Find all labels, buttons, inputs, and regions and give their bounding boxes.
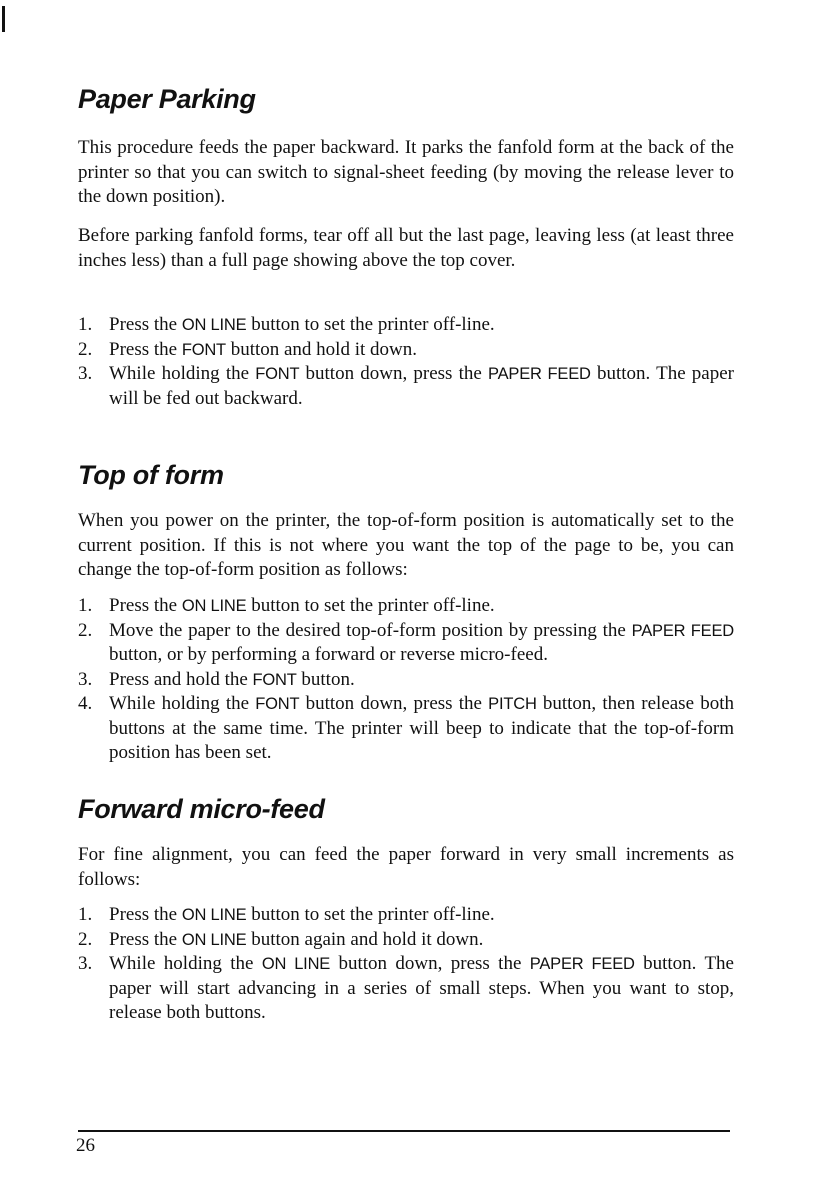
step-number: 1. [78, 314, 93, 335]
step-text: While holding the [109, 363, 256, 384]
footer-rule [78, 1130, 730, 1132]
key-name: FONT [252, 670, 297, 689]
step-number: 1. [78, 904, 93, 925]
step-number: 2. [78, 619, 93, 641]
key-name: ON LINE [181, 597, 247, 615]
step-text: Press the [109, 314, 182, 335]
step-text: Move the paper to the desired top-of-form position by pressing the [109, 619, 632, 641]
step-text: button and hold it down. [225, 338, 417, 360]
step-number: 3. [78, 953, 93, 974]
step-number: 3. [78, 668, 93, 690]
step-text: button to set the printer off-line. [246, 314, 495, 335]
step-item [78, 952, 734, 1026]
paragraph: When you power on the printer, the top-of-form position is automatically set to the current position. If this is not where you want the top of the page to be, you can change the top-of-form position as follows: [78, 510, 734, 580]
key-name: PAPER FEED [631, 621, 734, 640]
step-text: Press the [109, 928, 182, 950]
step-text: button to set the printer off-line. [246, 904, 495, 925]
step-number: 1. [78, 595, 93, 616]
section-title: Forward micro-feed [78, 794, 325, 824]
step-item [78, 594, 734, 619]
step-text: button again and hold it down. [246, 928, 484, 950]
page-number: 26 [76, 1135, 95, 1156]
key-name: PITCH [488, 695, 537, 713]
step-item [78, 928, 734, 953]
step-item [78, 338, 734, 363]
key-name: FONT [255, 695, 300, 713]
key-name: PAPER FEED [529, 955, 635, 973]
section-title: Top of form [78, 460, 224, 490]
paragraph: This procedure feeds the paper backward. It parks the fanfold form at the back of the printer so that you can switch to signal-sheet feeding (by moving the release lever to the down position). [78, 137, 734, 207]
step-text: button. [296, 668, 355, 690]
step-text: button. The paper will start advancing in a series of small steps. When you want to stop, release both buttons. [109, 953, 734, 1023]
key-name: ON LINE [181, 930, 247, 949]
step-item [78, 313, 734, 338]
step-text: button, or by performing a forward or reverse micro-feed. [109, 644, 548, 665]
step-text: button down, press the [330, 953, 530, 974]
key-name: ON LINE [181, 906, 247, 924]
step-text: Press the [109, 338, 182, 360]
step-text: button down, press the [299, 693, 489, 714]
step-text: Press the [109, 904, 182, 925]
step-text: button to set the printer off-line. [246, 595, 495, 616]
step-item [78, 692, 734, 766]
key-name: PAPER FEED [488, 365, 591, 383]
step-number: 3. [78, 363, 93, 384]
steps-list [78, 594, 734, 766]
step-number: 2. [78, 928, 93, 950]
step-text: button, then release both buttons at the same time. The printer will beep to indicate that the top-of-form position has been set. [109, 693, 734, 763]
step-text: Press the [109, 595, 182, 616]
scan-edge-mark [2, 6, 5, 32]
step-number: 2. [78, 338, 93, 360]
step-number: 4. [78, 693, 93, 714]
key-name: FONT [181, 340, 226, 359]
step-text: button down, press the [299, 363, 489, 384]
key-name: ON LINE [261, 955, 331, 973]
step-text: Press and hold the [109, 668, 253, 690]
step-item [78, 903, 734, 928]
step-item [78, 362, 734, 411]
step-text: While holding the [109, 953, 262, 974]
paragraph: For fine alignment, you can feed the paper forward in very small increments as follows: [78, 844, 734, 890]
section-title: Paper Parking [78, 84, 256, 114]
step-text: button. The paper will be fed out backward. [109, 363, 734, 409]
step-item [78, 619, 734, 668]
steps-list [78, 313, 734, 411]
step-text: While holding the [109, 693, 256, 714]
paragraph: Before parking fanfold forms, tear off all but the last page, leaving less (at least three inches less) than a full page showing above the top cover. [78, 225, 734, 271]
step-item [78, 668, 734, 693]
key-name: FONT [255, 365, 300, 383]
key-name: ON LINE [181, 316, 247, 334]
steps-list [78, 903, 734, 1026]
